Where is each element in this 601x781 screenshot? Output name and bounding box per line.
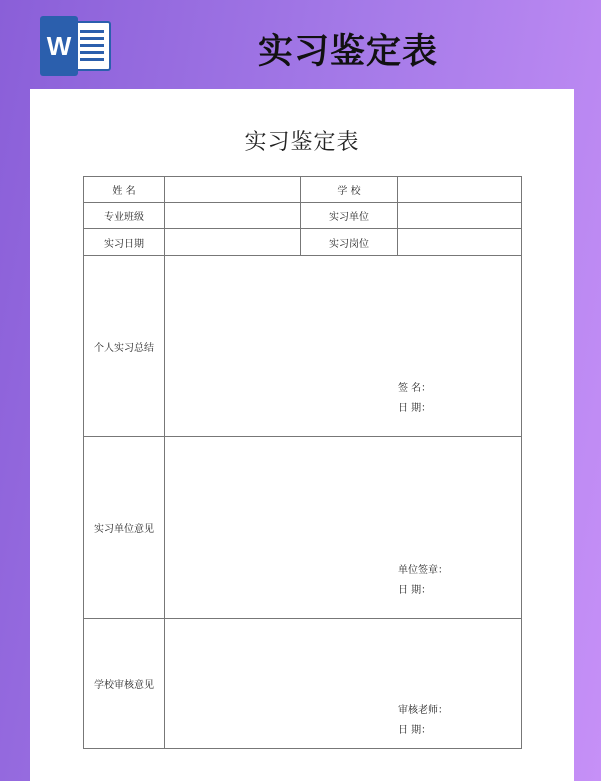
svg-text:W: W: [46, 31, 72, 61]
form-row: [84, 256, 522, 437]
school-field[interactable]: [398, 177, 522, 203]
form-row: [84, 203, 522, 229]
school-review-field[interactable]: [165, 619, 522, 749]
date-label: 日 期：: [398, 403, 432, 414]
unit-opinion-field[interactable]: [165, 437, 522, 619]
date-label: 日 期：: [398, 725, 432, 736]
school-label: 学 校: [301, 177, 398, 203]
internship-unit-label: 实习单位: [301, 203, 398, 229]
internship-date-field[interactable]: [165, 229, 301, 256]
form-row: [84, 177, 522, 203]
date-label: 日 期：: [398, 585, 432, 596]
internship-post-label: 实习岗位: [301, 229, 398, 256]
document-page: [30, 89, 574, 781]
review-teacher-label: 审核老师：: [398, 705, 448, 716]
word-app-icon: [40, 16, 112, 76]
internship-date-label: 实习日期: [84, 229, 165, 256]
form-row: [84, 437, 522, 619]
form-row: [84, 619, 522, 749]
appraisal-form-table: [83, 176, 522, 749]
banner-title: 实习鉴定表: [258, 32, 439, 72]
school-review-label: 学校审核意见: [84, 619, 165, 749]
major-class-field[interactable]: [165, 203, 301, 229]
document-title: 实习鉴定表: [244, 130, 360, 155]
internship-unit-field[interactable]: [398, 203, 522, 229]
major-class-label: 专业班级: [84, 203, 165, 229]
signature-label: 签 名：: [398, 383, 432, 394]
name-label: 姓 名: [84, 177, 165, 203]
internship-post-field[interactable]: [398, 229, 522, 256]
personal-summary-label: 个人实习总结: [84, 256, 165, 437]
name-field[interactable]: [165, 177, 301, 203]
unit-seal-label: 单位签章：: [398, 565, 448, 576]
personal-summary-field[interactable]: [165, 256, 522, 437]
unit-opinion-label: 实习单位意见: [84, 437, 165, 619]
form-row: [84, 229, 522, 256]
